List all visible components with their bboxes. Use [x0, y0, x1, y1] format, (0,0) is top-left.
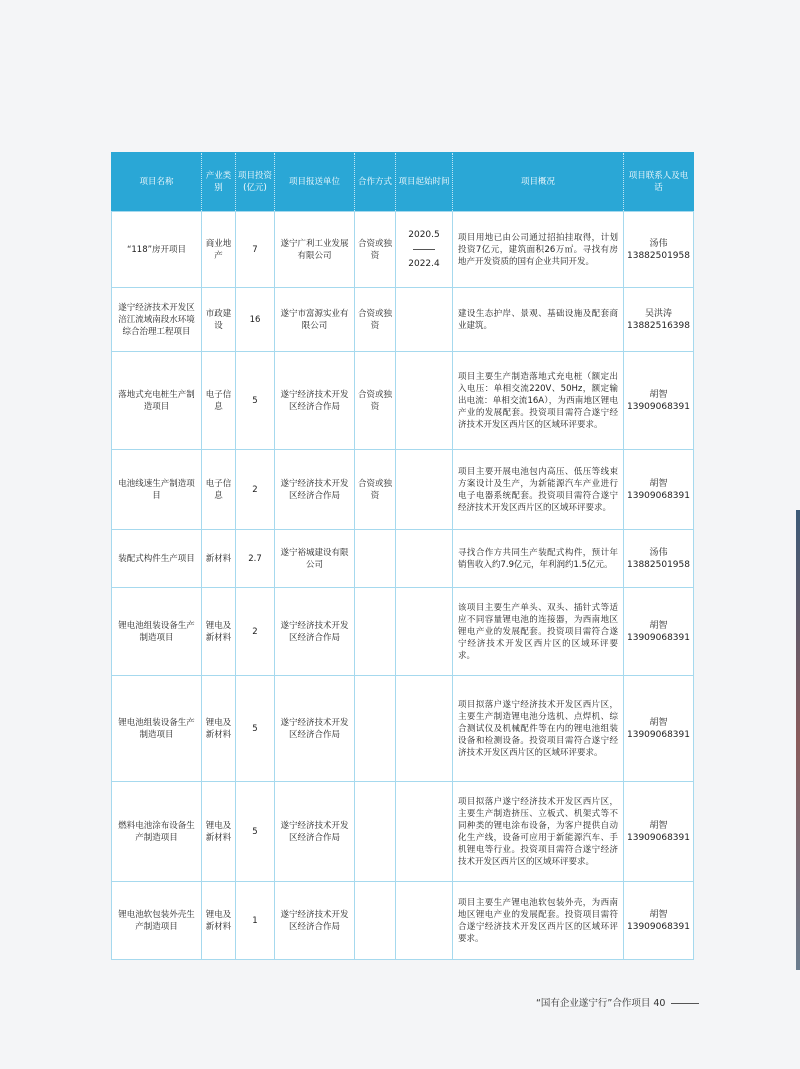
contact-name: 胡智: [649, 820, 668, 831]
header-project-name: 项目名称: [112, 153, 202, 212]
contact-phone: 13882516398: [627, 320, 690, 331]
cell-mode: 合资或独资: [355, 352, 396, 450]
header-cooperation-mode: 合作方式: [355, 153, 396, 212]
header-contact: 项目联系人及电话: [624, 153, 694, 212]
cell-summary: 项目拟落户遂宁经济技术开发区西片区，主要生产制造挤压、立板式、机架式等不同种类的锂电涂布设备，为客户提供自动化生产线，设备可应用于新能源汽车、手机锂电等行业。投资项目需符合遂宁经济技术开发区西片区的区域环评要求。: [453, 782, 624, 882]
header-submitting-unit: 项目报送单位: [275, 153, 355, 212]
cell-contact: [624, 588, 694, 676]
cell-investment: 2: [236, 588, 275, 676]
cell-mode: [355, 782, 396, 882]
cell-investment: 1: [236, 882, 275, 960]
cell-project-name: 锂电池组装设备生产制造项目: [112, 588, 202, 676]
cell-investment: 2: [236, 450, 275, 530]
cell-project-name: 落地式充电桩生产制造项目: [112, 352, 202, 450]
cell-project-name: 锂电池组装设备生产制造项目: [112, 676, 202, 782]
cell-investment: 7: [236, 212, 275, 288]
contact-name: 汤伟: [649, 547, 668, 558]
cell-project-name: “118”房开项目: [112, 212, 202, 288]
cell-contact: [624, 352, 694, 450]
cell-time: [396, 782, 453, 882]
table-row: [112, 530, 694, 588]
cell-mode: [355, 588, 396, 676]
contact-name: 胡智: [649, 717, 668, 728]
cell-project-name: 燃料电池涂布设备生产制造项目: [112, 782, 202, 882]
cell-time: [396, 882, 453, 960]
table-row: [112, 212, 694, 288]
cell-contact: [624, 676, 694, 782]
cell-project-name: 锂电池软包装外壳生产制造项目: [112, 882, 202, 960]
cell-mode: [355, 882, 396, 960]
contact-name: 胡智: [649, 389, 668, 400]
cell-mode: [355, 530, 396, 588]
cell-summary: 寻找合作方共同生产装配式构件，预计年销售收入约7.9亿元，年利润约1.5亿元。: [453, 530, 624, 588]
cell-time: [396, 588, 453, 676]
cell-industry: 新材料: [202, 530, 236, 588]
cell-investment: 2.7: [236, 530, 275, 588]
cell-contact: [624, 782, 694, 882]
cell-summary: 项目主要生产锂电池软包装外壳，为西南地区锂电产业的发展配套。投资项目需符合遂宁经济技术开发区西片区的区域环评要求。: [453, 882, 624, 960]
table-row: [112, 450, 694, 530]
adjacent-page-edge: [796, 510, 800, 970]
contact-name: 胡智: [649, 620, 668, 631]
cell-unit: 遂宁裕城建设有限公司: [275, 530, 355, 588]
cell-unit: 遂宁经济技术开发区经济合作局: [275, 676, 355, 782]
table-row: [112, 352, 694, 450]
table-header-row: [112, 153, 694, 212]
contact-phone: 13909068391: [627, 401, 690, 412]
table-row: [112, 288, 694, 352]
cell-time: [396, 352, 453, 450]
cell-industry: 锂电及新材料: [202, 882, 236, 960]
contact-phone: 13882501958: [627, 250, 690, 261]
cell-contact: [624, 882, 694, 960]
header-summary: 项目概况: [453, 153, 624, 212]
cell-investment: 5: [236, 782, 275, 882]
cell-project-name: 遂宁经济技术开发区涪江流域南段水环境综合治理工程项目: [112, 288, 202, 352]
projects-table: [111, 152, 694, 960]
cell-mode: [355, 676, 396, 782]
projects-table-container: [111, 152, 693, 960]
cell-time: [396, 530, 453, 588]
cell-unit: 遂宁经济技术开发区经济合作局: [275, 588, 355, 676]
cell-project-name: 电池线速生产制造项目: [112, 450, 202, 530]
cell-investment: 16: [236, 288, 275, 352]
cell-summary: 项目用地已由公司通过招拍挂取得，计划投资7亿元，建筑面积26万㎡。寻找有房地产开发资质的国有企业共同开发。: [453, 212, 624, 288]
cell-industry: 锂电及新材料: [202, 782, 236, 882]
header-industry: 产业类别: [202, 153, 236, 212]
cell-unit: 遂宁经济技术开发区经济合作局: [275, 352, 355, 450]
table-row: [112, 676, 694, 782]
cell-industry: 市政建设: [202, 288, 236, 352]
cell-mode: 合资或独资: [355, 288, 396, 352]
cell-time: [396, 288, 453, 352]
cell-time: [396, 676, 453, 782]
table-row: [112, 782, 694, 882]
footer-text: “国有企业遂宁行”合作项目 40: [536, 998, 666, 1009]
time-dash: [413, 249, 435, 250]
page-footer: [536, 995, 699, 1009]
cell-summary: 项目主要生产制造落地式充电桩（额定出入电压：单相交流220V、50Hz，额定输出电流：单相交流16A），为西南地区锂电产业的发展配套。投资项目需符合遂宁经济技术开发区西片区的区域环评要求。: [453, 352, 624, 450]
time-start: 2020.5: [408, 230, 440, 240]
contact-phone: 13909068391: [627, 832, 690, 843]
cell-time: [396, 212, 453, 288]
table-row: [112, 882, 694, 960]
contact-phone: 13909068391: [627, 921, 690, 932]
header-start-time: 项目起始时间: [396, 153, 453, 212]
contact-name: 胡智: [649, 909, 668, 920]
contact-phone: 13882501958: [627, 559, 690, 570]
cell-industry: 电子信息: [202, 450, 236, 530]
cell-time: [396, 450, 453, 530]
cell-project-name: 装配式构件生产项目: [112, 530, 202, 588]
time-end: 2022.4: [408, 259, 440, 269]
cell-summary: 项目拟落户遂宁经济技术开发区西片区，主要生产制造锂电池分选机、点焊机、综合测试仪及机械配件等在内的锂电池组装设备和检测设备。投资项目需符合遂宁经济技术开发区西片区的区域环评要求。: [453, 676, 624, 782]
contact-phone: 13909068391: [627, 490, 690, 501]
cell-unit: 遂宁经济技术开发区经济合作局: [275, 882, 355, 960]
cell-industry: 电子信息: [202, 352, 236, 450]
cell-summary: 该项目主要生产单头、双头、插针式等适应不同容量锂电池的连接器，为西南地区锂电产业的发展配套。投资项目需符合遂宁经济技术开发区西片区的区域环评要求。: [453, 588, 624, 676]
cell-unit: 遂宁经济技术开发区经济合作局: [275, 782, 355, 882]
cell-mode: 合资或独资: [355, 212, 396, 288]
cell-investment: 5: [236, 676, 275, 782]
footer-rule: [671, 1003, 699, 1004]
cell-summary: 项目主要开展电池包内高压、低压等线束方案设计及生产，为新能源汽车产业进行电子电器系统配套。投资项目需符合遂宁经济技术开发区西片区的区域环评要求。: [453, 450, 624, 530]
header-investment: 项目投资(亿元): [236, 153, 275, 212]
cell-summary: 建设生态护岸、景观、基础设施及配套商业建筑。: [453, 288, 624, 352]
cell-unit: 遂宁市富源实业有限公司: [275, 288, 355, 352]
cell-contact: [624, 450, 694, 530]
cell-investment: 5: [236, 352, 275, 450]
table-row: [112, 588, 694, 676]
contact-phone: 13909068391: [627, 632, 690, 643]
cell-industry: 锂电及新材料: [202, 676, 236, 782]
cell-industry: 锂电及新材料: [202, 588, 236, 676]
cell-contact: [624, 530, 694, 588]
cell-mode: 合资或独资: [355, 450, 396, 530]
cell-contact: [624, 212, 694, 288]
cell-industry: 商业地产: [202, 212, 236, 288]
contact-name: 吴洪涛: [644, 308, 672, 319]
contact-phone: 13909068391: [627, 729, 690, 740]
cell-contact: [624, 288, 694, 352]
cell-unit: 遂宁广利工业发展有限公司: [275, 212, 355, 288]
cell-unit: 遂宁经济技术开发区经济合作局: [275, 450, 355, 530]
contact-name: 汤伟: [649, 238, 668, 249]
contact-name: 胡智: [649, 478, 668, 489]
